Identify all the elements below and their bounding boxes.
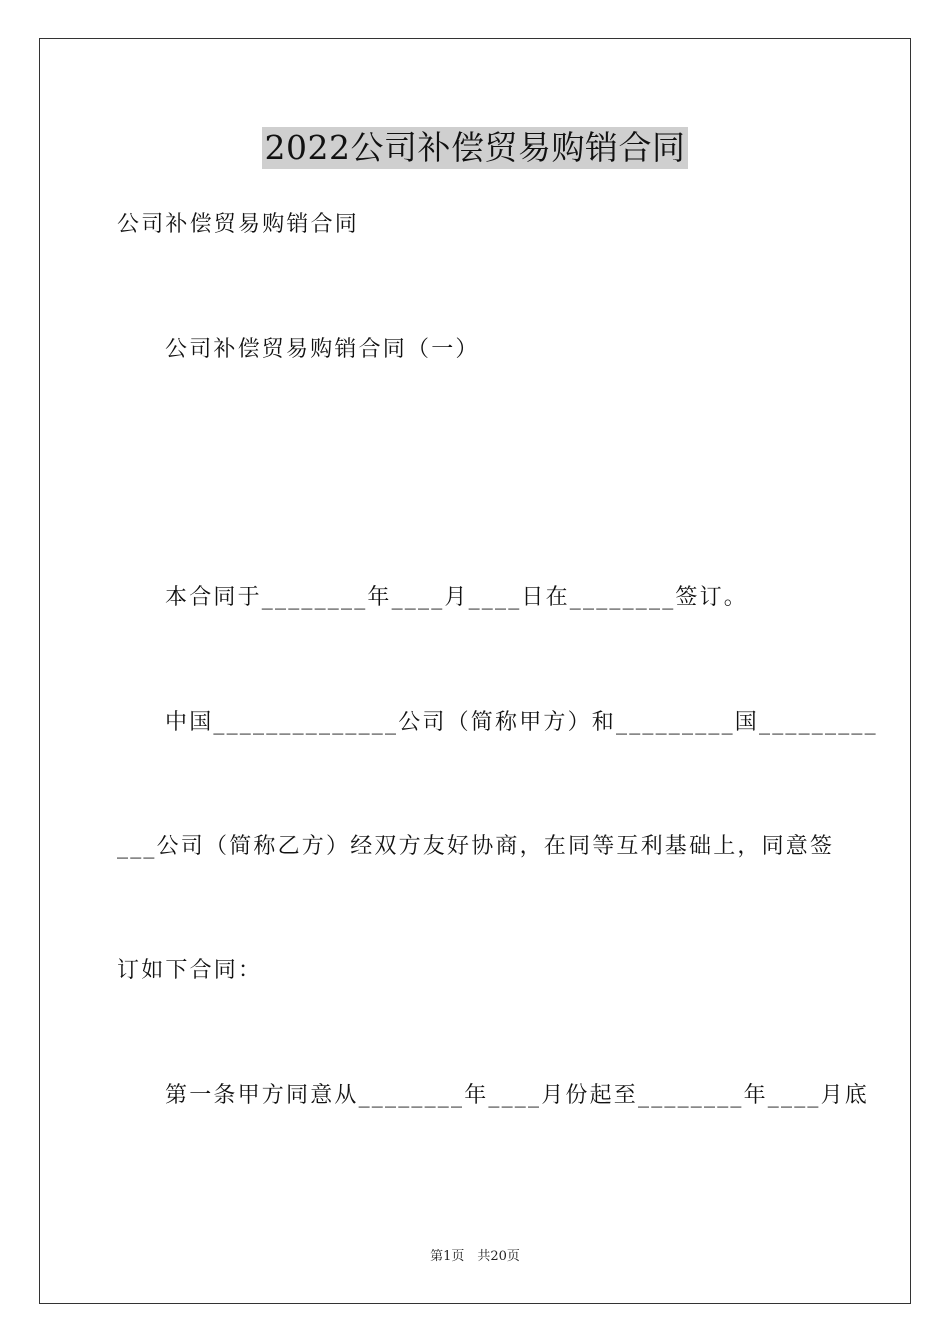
paragraph-line: ___公司（简称乙方）经双方友好协商，在同等互利基础上，同意签	[117, 834, 835, 859]
subtitle-line: 公司补偿贸易购销合同	[117, 212, 360, 237]
paragraph-line: 第一条甲方同意从________年____月份起至________年____月底	[165, 1083, 870, 1108]
page-footer: 第1页 共20页	[430, 1249, 520, 1264]
paragraph-line: 订如下合同：	[117, 958, 263, 983]
paragraph-line: 本合同于________年____月____日在________签订。	[165, 585, 749, 610]
section-heading: 公司补偿贸易购销合同（一）	[165, 337, 480, 362]
title-container	[0, 127, 950, 169]
paragraph-line: 中国______________公司（简称甲方）和_________国_________	[165, 710, 878, 735]
document-title: 2022公司补偿贸易购销合同	[262, 127, 689, 169]
